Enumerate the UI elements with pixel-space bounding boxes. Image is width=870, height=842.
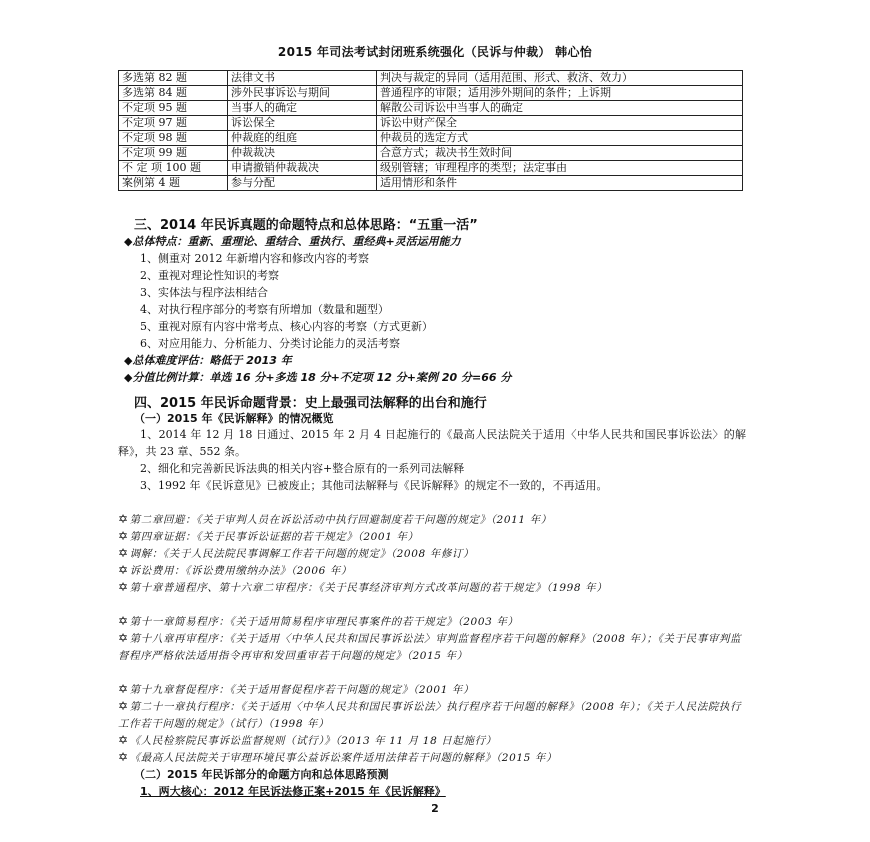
regulation-text: 调解：《关于人民法院民事调解工作若干问题的规定》（2008 年修订） (129, 548, 475, 560)
table-cell: 仲裁庭的组庭 (228, 131, 377, 146)
star-icon: ✡ (118, 733, 129, 747)
section4-subheading-1: （一）2015 年《民诉解释》的情况概览 (134, 412, 334, 425)
page-header: 2015 年司法考试封闭班系统强化（民诉与仲裁） 韩心怡 (277, 45, 593, 59)
table-cell: 仲裁裁决 (228, 146, 377, 161)
star-icon: ✡ (118, 512, 129, 526)
table-row (119, 176, 743, 191)
list-item: 5、重视对原有内容中常考点、核心内容的考察（方式更新） (140, 320, 433, 333)
section4-subheading-2: （二）2015 年民诉部分的命题方向和总体思路预测 (134, 768, 389, 781)
table-cell: 涉外民事诉讼与期间 (228, 86, 377, 101)
exam-topic-table (118, 70, 743, 191)
star-icon: ✡ (118, 546, 129, 560)
regulation-item (118, 613, 746, 631)
list-item: 6、对应用能力、分析能力、分类讨论能力的灵活考察 (140, 337, 400, 350)
regulation-text: 第十一章简易程序：《关于适用简易程序审理民事案件的若干规定》（2003 年） (129, 616, 519, 628)
regulation-text: 第十九章督促程序：《关于适用督促程序若干问题的规定》（2001 年） (129, 684, 475, 696)
table-cell: 法律文书 (228, 71, 377, 86)
table-cell: 判决与裁定的异同（适用范围、形式、救济、效力） (377, 71, 743, 86)
regulation-item (118, 528, 746, 546)
table-cell: 当事人的确定 (228, 101, 377, 116)
table-row (119, 86, 743, 101)
section3-heading: 三、2014 年民诉真题的命题特点和总体思路：“五重一活” (134, 218, 478, 233)
table-cell: 申请撤销仲裁裁决 (228, 161, 377, 176)
table-cell: 参与分配 (228, 176, 377, 191)
regulation-item (118, 562, 746, 580)
table-row (119, 146, 743, 161)
table-row (119, 116, 743, 131)
regulation-item (118, 579, 746, 597)
regulation-text: 第十章普通程序、第十六章二审程序：《关于民事经济审判方式改革问题的若干规定》（1998 年） (129, 582, 608, 594)
table-cell: 不定项 97 题 (119, 116, 228, 131)
table-cell: 案例第 4 题 (119, 176, 228, 191)
star-icon: ✡ (118, 529, 129, 543)
table-row (119, 131, 743, 146)
paragraph: 3、1992 年《民诉意见》已被废止；其他司法解释与《民诉解释》的规定不一致的，不再适用。 (140, 479, 608, 492)
regulation-text: 《人民检察院民事诉讼监督规则（试行）》（2013 年 11 月 18 日起施行） (129, 735, 497, 747)
regulation-text: 第二十一章执行程序：《关于适用〈中华人民共和国民事诉讼法〉执行程序若干问题的解释》（2008 年）；《关于人民法院执行工作若干问题的规定》（试行）（1998 年） (118, 701, 742, 730)
section3-difficulty: ◆总体难度评估：略低于 2013 年 (124, 354, 292, 367)
regulation-item (118, 749, 746, 767)
star-icon: ✡ (118, 614, 129, 628)
list-item: 2、重视对理论性知识的考察 (140, 269, 279, 282)
star-icon: ✡ (118, 682, 129, 696)
table-cell: 诉讼中财产保全 (377, 116, 743, 131)
table-row (119, 101, 743, 116)
regulation-item (118, 511, 746, 529)
page-number: 2 (431, 802, 439, 815)
section4-core-item: 1、两大核心：2012 年民诉法修正案+2015 年《民诉解释》 (140, 785, 446, 798)
table-cell: 级别管辖；审理程序的类型；法定事由 (377, 161, 743, 176)
regulation-item (118, 681, 746, 699)
table-cell: 多选第 82 题 (119, 71, 228, 86)
list-item: 3、实体法与程序法相结合 (140, 286, 268, 299)
star-icon: ✡ (118, 699, 129, 713)
table-cell: 多选第 84 题 (119, 86, 228, 101)
section3-score: ◆分值比例计算：单选 16 分+多选 18 分+不定项 12 分+案例 20 分=66 分 (124, 371, 512, 384)
table-cell: 不定项 98 题 (119, 131, 228, 146)
star-icon: ✡ (118, 631, 129, 645)
regulation-item (118, 630, 746, 665)
regulation-item (118, 732, 746, 750)
star-icon: ✡ (118, 563, 129, 577)
table-cell: 合意方式；裁决书生效时间 (377, 146, 743, 161)
regulation-text: 第二章回避：《关于审判人员在诉讼活动中执行回避制度若干问题的规定》（2011 年） (129, 514, 552, 526)
table-cell: 不定项 99 题 (119, 146, 228, 161)
paragraph: 1、2014 年 12 月 18 日通过、2015 年 2 月 4 日起施行的《最高人民法院关于适用〈中华人民共和国民事诉讼法〉的解释》，共 23 章、552 条。 (118, 428, 746, 458)
section4-heading: 四、2015 年民诉命题背景：史上最强司法解释的出台和施行 (134, 396, 487, 411)
regulation-item (118, 698, 746, 733)
paragraph: 2、细化和完善新民诉法典的相关内容+整合原有的一系列司法解释 (140, 462, 465, 475)
table-cell: 解散公司诉讼中当事人的确定 (377, 101, 743, 116)
regulation-text: 诉讼费用：《诉讼费用缴纳办法》（2006 年） (129, 565, 353, 577)
regulation-text: 第十八章再审程序：《关于适用〈中华人民共和国民事诉讼法〉审判监督程序若干问题的解释》（2008 年）；《关于民事审判监督程序严格依法适用指令再审和发回重审若干问题的规定》（2015 年） (118, 633, 742, 662)
table-cell: 不 定 项 100 题 (119, 161, 228, 176)
regulation-item (118, 545, 746, 563)
regulation-text: 第四章证据：《关于民事诉讼证据的若干规定》（2001 年） (129, 531, 419, 543)
star-icon: ✡ (118, 580, 129, 594)
table-cell: 适用情形和条件 (377, 176, 743, 191)
table-row (119, 71, 743, 86)
table-cell: 普通程序的审限；适用涉外期间的条件；上诉期 (377, 86, 743, 101)
star-icon: ✡ (118, 750, 129, 764)
table-cell: 仲裁员的选定方式 (377, 131, 743, 146)
table-row (119, 161, 743, 176)
regulation-text: 《最高人民法院关于审理环境民事公益诉讼案件适用法律若干问题的解释》（2015 年） (129, 752, 558, 764)
table-cell: 不定项 95 题 (119, 101, 228, 116)
list-item: 4、对执行程序部分的考察有所增加（数量和题型） (140, 303, 389, 316)
list-item: 1、侧重对 2012 年新增内容和修改内容的考察 (140, 252, 369, 265)
section3-feature: ◆总体特点：重新、重理论、重结合、重执行、重经典+灵活运用能力 (124, 235, 461, 248)
table-cell: 诉讼保全 (228, 116, 377, 131)
